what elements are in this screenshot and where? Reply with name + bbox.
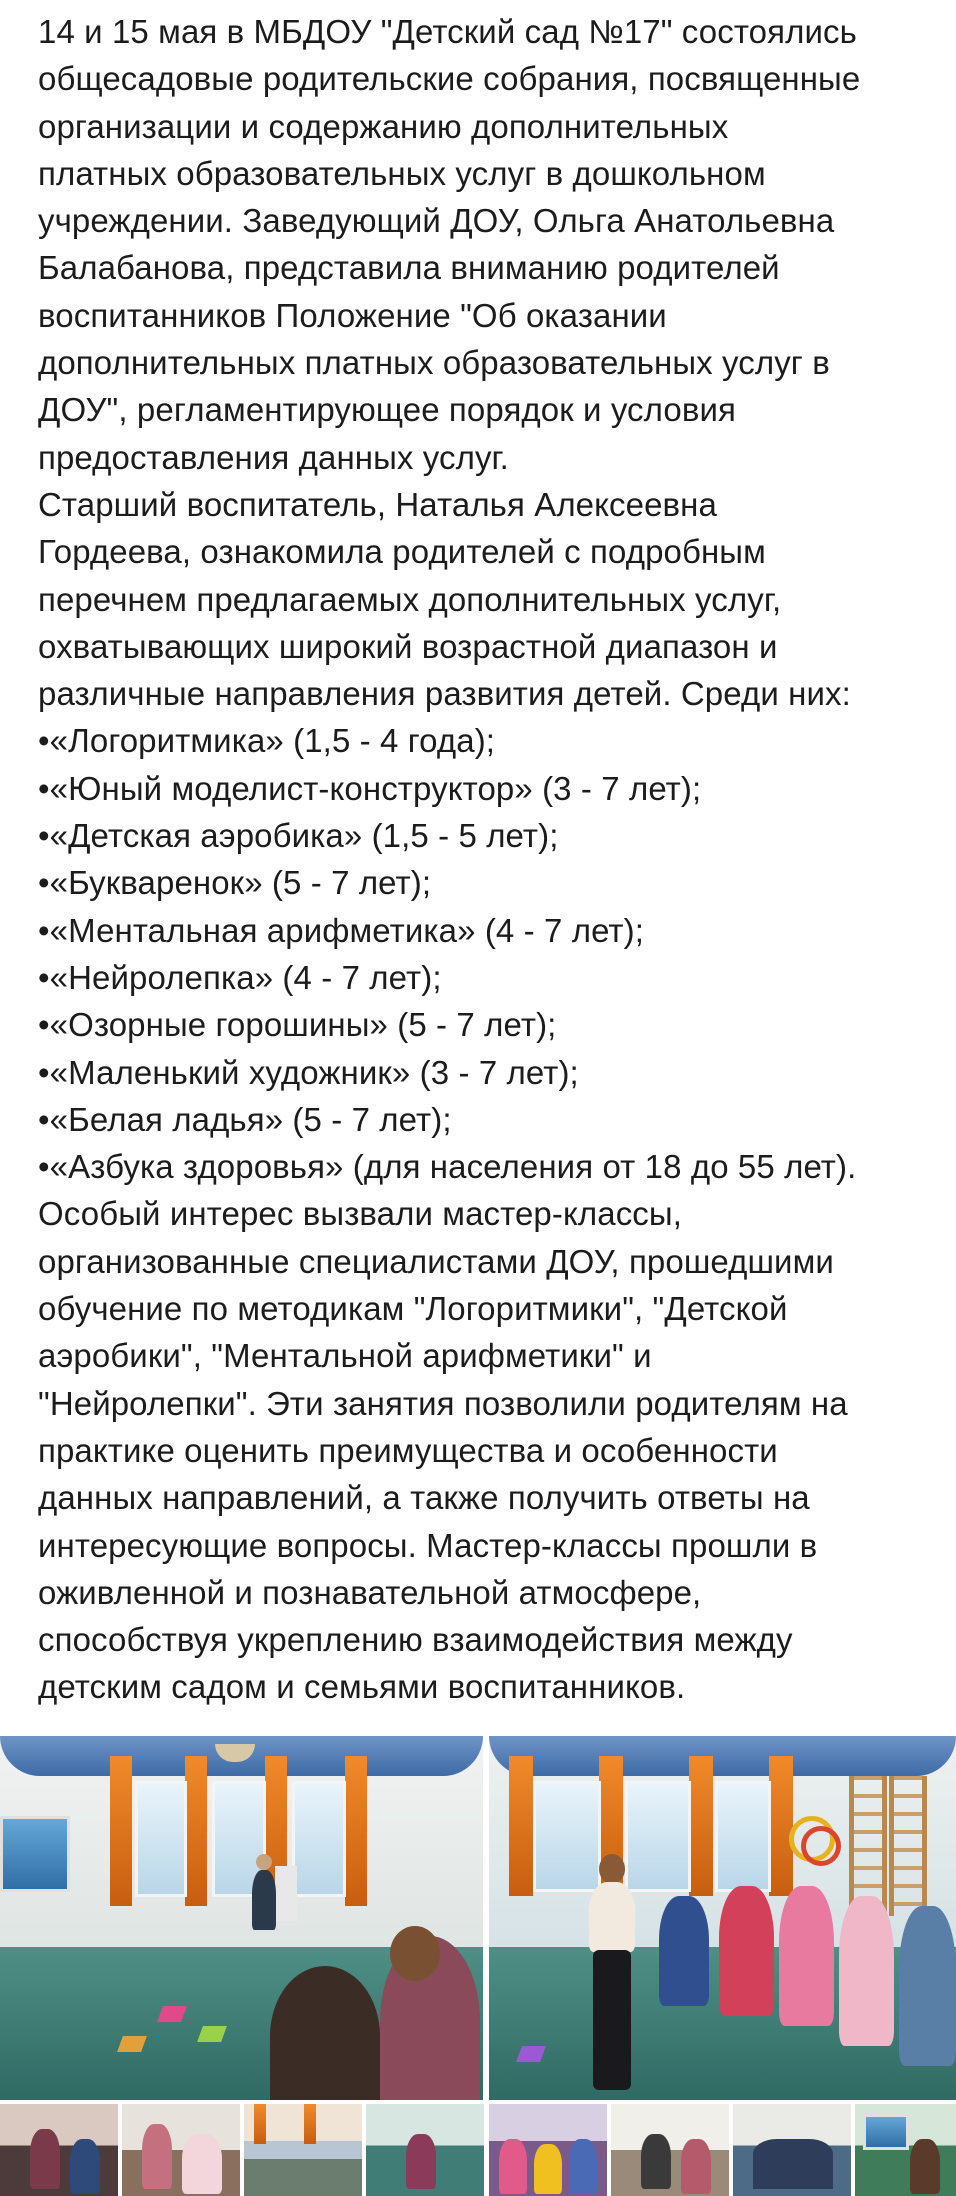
photo-audience-member [270, 1966, 380, 2100]
photo-curtain [345, 1756, 367, 1906]
post-text-line: общесадовые родительские собрания, посвященные [38, 60, 861, 98]
photo-curtain [509, 1756, 533, 1896]
photo-presenter-legs [593, 1950, 631, 2090]
photo-thumb-7[interactable] [733, 2104, 851, 2196]
post-text-line: Старший воспитатель, Наталья Алексеевна [38, 485, 717, 523]
photo-thumb-2[interactable] [122, 2104, 240, 2196]
photo-thumb-6[interactable] [611, 2104, 729, 2196]
post-text-line: способствуя укреплению взаимодействия между [38, 1621, 793, 1659]
photo-curtain [689, 1756, 713, 1896]
photo-person [910, 2139, 940, 2194]
photo-meeting-masterclass[interactable] [489, 1736, 956, 2100]
post-text-line: обучение по методикам "Логоритмики", "Детской [38, 1290, 788, 1328]
service-list-item: •«Нейролепка» (4 - 7 лет); [38, 958, 442, 996]
photo-thumb-3[interactable] [244, 2104, 362, 2196]
photo-projection-screen [863, 2114, 909, 2150]
photo-curtain [254, 2104, 266, 2144]
post-text-line: охватывающих широкий возрастной диапазон и [38, 627, 778, 665]
service-list-item: •«Букваренок» (5 - 7 лет); [38, 864, 432, 902]
service-list-item: •«Ментальная арифметика» (4 - 7 лет); [38, 911, 644, 949]
photo-person [681, 2139, 711, 2194]
service-list-item: •«Озорные горошины» (5 - 7 лет); [38, 1006, 557, 1044]
post-text-line: различные направления развития детей. Среди них: [38, 675, 851, 713]
post-text-line: Гордеева, ознакомила родителей с подробным [38, 533, 766, 571]
photo-audience-member [779, 1886, 834, 2026]
photo-audience-member [659, 1896, 709, 2006]
photo-thumb-5[interactable] [489, 2104, 607, 2196]
post-text-line: воспитанников Положение "Об оказании [38, 296, 667, 334]
post-text-line: организованные специалистами ДОУ, прошедшими [38, 1242, 834, 1280]
post-text-line: данных направлений, а также получить ответы на [38, 1479, 810, 1517]
photo-presenter-head [599, 1854, 625, 1884]
post-text [38, 8, 938, 1711]
post-text-line: дополнительных платных образовательных услуг в [38, 344, 830, 382]
photo-person [641, 2134, 671, 2189]
photo-thumb-8[interactable] [855, 2104, 956, 2196]
service-list-item: •«Детская аэробика» (1,5 - 5 лет); [38, 817, 559, 855]
post-text-line: интересующие вопросы. Мастер-классы прошли в [38, 1526, 818, 1564]
photo-presenter [589, 1882, 635, 1952]
post-text-line: 14 и 15 мая в МБДОУ "Детский сад №17" состоялись [38, 13, 857, 50]
post-text-line: практике оценить преимущества и особенности [38, 1431, 778, 1469]
photo-speaker-head [256, 1854, 272, 1870]
photo-person [499, 2139, 527, 2194]
photo-window [625, 1781, 691, 1892]
photo-window [533, 1781, 601, 1892]
photo-lectern [275, 1866, 297, 1921]
photo-person [406, 2134, 436, 2189]
photo-person [30, 2129, 60, 2189]
photo-meeting-presentation[interactable] [0, 1736, 483, 2100]
post-text-line: "Нейролепки". Эти занятия позволили родителям на [38, 1384, 848, 1422]
photo-wall-bars [849, 1776, 887, 1916]
photo-person [70, 2139, 100, 2194]
photo-window [715, 1781, 771, 1892]
post-text-line: аэробики", "Ментальной арифметики" и [38, 1337, 652, 1375]
service-list-item: •«Юный моделист-конструктор» (3 - 7 лет); [38, 769, 702, 807]
photo-window [292, 1781, 346, 1897]
photo-person [569, 2139, 597, 2194]
post-text-line: детским садом и семьями воспитанников. [38, 1668, 686, 1706]
post-text-line: ДОУ", регламентирующее порядок и условия [38, 391, 736, 429]
service-list-item: •«Логоритмика» (1,5 - 4 года); [38, 722, 496, 760]
photo-curtain [185, 1756, 207, 1906]
post-text-line: Особый интерес вызвали мастер-классы, [38, 1195, 682, 1233]
photo-curtain [769, 1756, 793, 1896]
service-list-item: •«Азбука здоровья» (для населения от 18 до 55 лет). [38, 1148, 857, 1186]
photo-window [135, 1781, 187, 1897]
photo-audience-member [839, 1896, 894, 2046]
service-list-item: •«Белая ладья» (5 - 7 лет); [38, 1100, 452, 1138]
photo-projection-screen [0, 1816, 70, 1892]
photo-group [753, 2139, 833, 2189]
post-text-line: учреждении. Заведующий ДОУ, Ольга Анатольевна [38, 202, 835, 240]
photo-thumb-1[interactable] [0, 2104, 118, 2196]
photo-audience-member [719, 1886, 774, 2016]
photo-valance [489, 1736, 956, 1776]
photo-curtain [304, 2104, 316, 2144]
post-text-line: платных образовательных услуг в дошкольном [38, 154, 766, 192]
photo-audience-head [390, 1926, 440, 1981]
post-text-line: перечнем предлагаемых дополнительных услуг, [38, 580, 782, 618]
photo-person [534, 2144, 562, 2194]
post-text-line: предоставления данных услуг. [38, 438, 509, 476]
post-text-line: организации и содержанию дополнительных [38, 107, 729, 145]
post-text-line: оживленной и познавательной атмосфере, [38, 1573, 702, 1611]
photo-audience-member [899, 1906, 956, 2066]
service-list-item: •«Маленький художник» (3 - 7 лет); [38, 1053, 579, 1091]
photo-person [182, 2134, 222, 2194]
photo-gallery [0, 1736, 956, 2196]
photo-person [142, 2124, 172, 2189]
photo-speaker [252, 1870, 276, 1930]
photo-wall-bars [889, 1776, 927, 1916]
photo-thumb-4[interactable] [366, 2104, 484, 2196]
photo-hoop [801, 1826, 841, 1866]
post-text-line: Балабанова, представила вниманию родителей [38, 249, 780, 287]
photo-curtain [110, 1756, 132, 1906]
